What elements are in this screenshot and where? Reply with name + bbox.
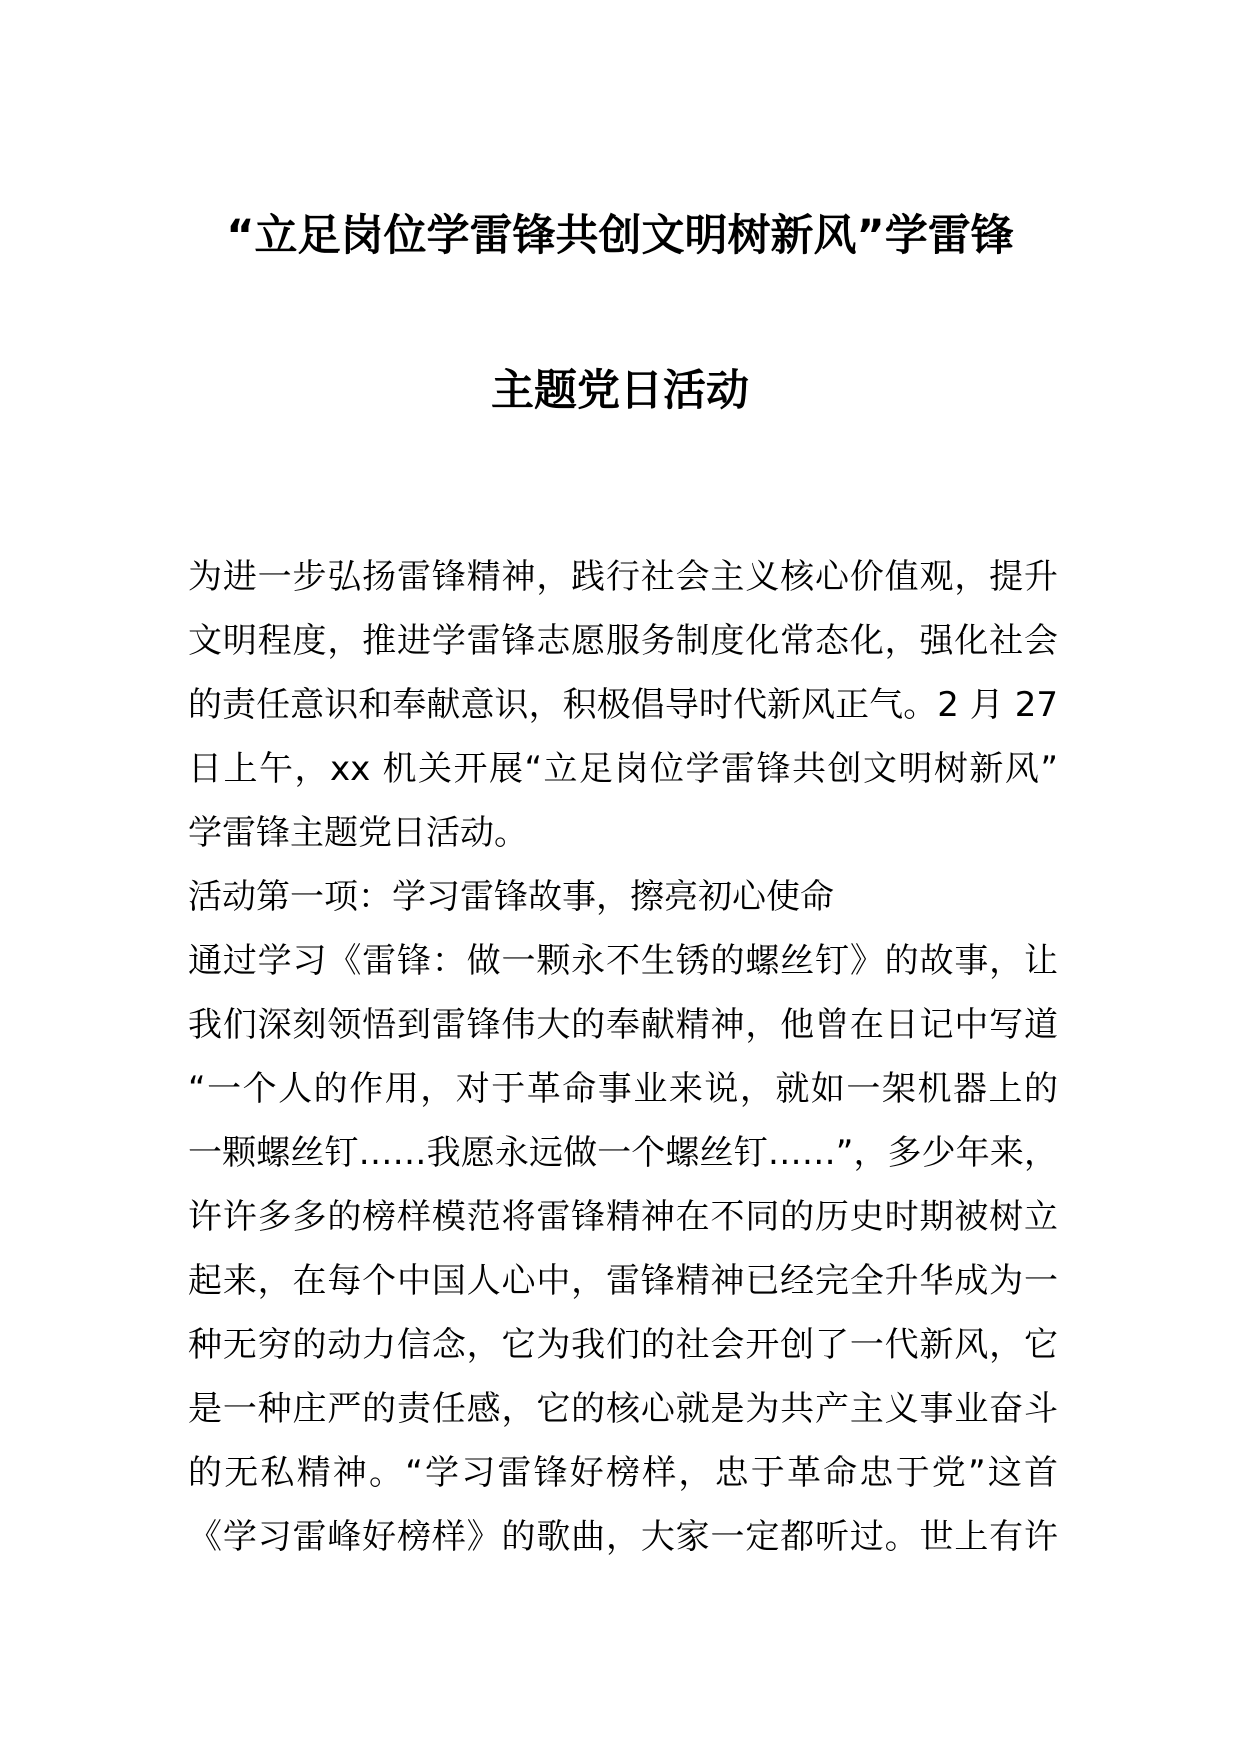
body-line: 学雷锋主题党日活动。 [188,813,528,853]
body-line: 通过学习《雷锋：做一颗永不生锈的螺丝钉》的故事，让 [188,941,1058,981]
body-line: 我们深刻领悟到雷锋伟大的奉献精神，他曾在日记中写道 [188,1005,1058,1045]
body-line: 日上午，xx 机关开展“立足岗位学雷锋共创文明树新风” [188,749,1058,789]
body-line: 为进一步弘扬雷锋精神，践行社会主义核心价值观，提升 [188,557,1058,597]
body-line: 是一种庄严的责任感，它的核心就是为共产主义事业奋斗 [188,1389,1058,1429]
document-title-line-2: 主题党日活动 [491,366,749,416]
body-line: 的无私精神。“学习雷锋好榜样，忠于革命忠于党”这首 [188,1453,1058,1493]
body-line: 文明程度，推进学雷锋志愿服务制度化常态化，强化社会 [188,621,1058,661]
document-body [188,545,1058,1569]
body-line: 许许多多的榜样模范将雷锋精神在不同的历史时期被树立 [188,1197,1058,1237]
body-line: 一颗螺丝钉……我愿永远做一个螺丝钉……”，多少年来， [188,1133,1058,1173]
body-line: 种无穷的动力信念，它为我们的社会开创了一代新风，它 [188,1325,1058,1365]
body-line: 起来，在每个中国人心中，雷锋精神已经完全升华成为一 [188,1261,1058,1301]
body-line: 的责任意识和奉献意识，积极倡导时代新风正气。2 月 27 [188,685,1058,725]
document-title-line-1: “立足岗位学雷锋共创文明树新风”学雷锋 [226,211,1014,261]
body-line: 《学习雷峰好榜样》的歌曲，大家一定都听过。世上有许 [188,1517,1058,1557]
body-line: “一个人的作用，对于革命事业来说，就如一架机器上的 [188,1069,1058,1109]
section-heading: 活动第一项：学习雷锋故事，擦亮初心使命 [188,877,834,917]
